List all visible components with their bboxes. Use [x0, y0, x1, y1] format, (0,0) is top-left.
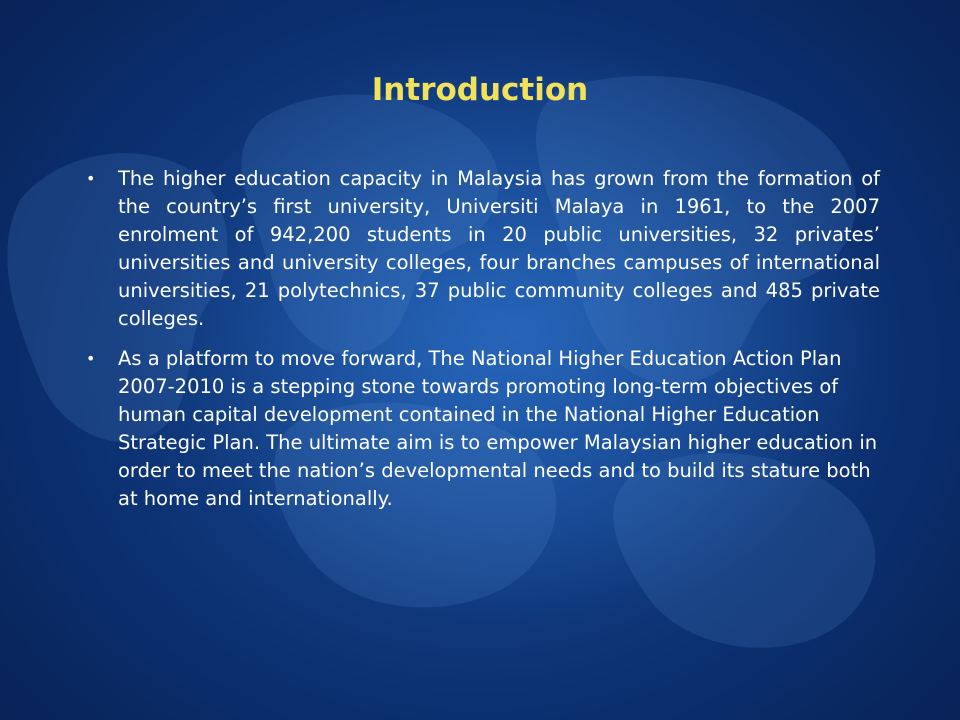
bullet-icon: • — [86, 349, 96, 368]
bullet-item-capacity — [82, 165, 880, 333]
bullet-icon: • — [86, 169, 96, 188]
slide-title: Introduction — [371, 72, 589, 108]
bullet-item-action-plan — [82, 345, 880, 513]
bullet-text: As a platform to move forward, The National Higher Education Action Plan 2007-2010 is a stepping stone towards promoting long-term objectives of human capital development contained in the National Higher Education Strategic Plan. The ultimate aim is to empower Malaysian higher education in order to meet the nation’s developmental needs and to build its stature both at home and internationally. — [118, 347, 878, 510]
bullet-text: The higher education capacity in Malaysia has grown from the formation of the country’s first university, Universiti Malaya in 1961, to the 2007 enrolment of 942,200 students in 20 public universities, 32 privates’ universities and university colleges, four branches campuses of international universities, 21 polytechnics, 37 public community colleges and 485 private colleges. — [118, 167, 880, 330]
bullet-list — [82, 165, 880, 525]
